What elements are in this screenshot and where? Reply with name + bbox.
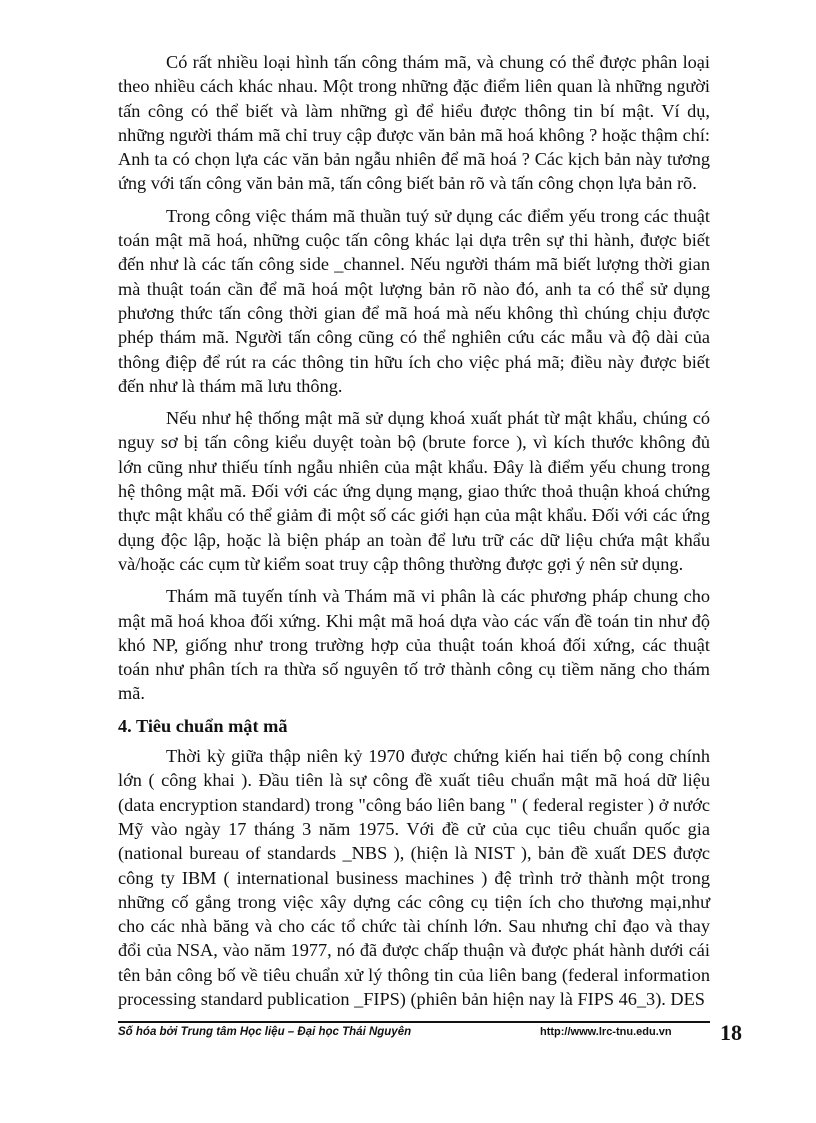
- page-number: 18: [720, 1020, 742, 1045]
- paragraph-des-history: Thời kỳ giữa thập niên kỷ 1970 được chứng kiến hai tiến bộ cong chính lớn ( công khai ). Đầu tiên là sự công đề xuất tiêu chuẩn mật mã hoá dữ liệu (data encryption standard) trong "công báo liên bang " ( federal register ) ở nước Mỹ vào ngày 17 tháng 3 năm 1975. Với đề cử của cục tiêu chuẩn quốc gia (national bureau of standards _NBS ), (hiện là NIST ), bản đề xuất DES được công ty IBM ( international business machines ) đệ trình trở thành một trong những cố gắng trong việc xây dựng các công cụ tiện ích cho thương mại,như cho các nhà băng và cho các tổ chức tài chính lớn. Sau nhưng chỉ đạo và thay đổi của NSA, vào năm 1977, nó đã được chấp thuận và được phát hành dưới cái tên bản công bố về tiêu chuẩn xử lý thông tin của liên bang (federal information processing standard publication _FIPS) (phiên bản hiện nay là FIPS 46_3). DES: [118, 746, 710, 1009]
- paragraph-brute-force: Nếu như hệ thống mật mã sử dụng khoá xuất phát từ mật khẩu, chúng có nguy sơ bị tấn công kiểu duyệt toàn bộ (brute force ), vì kích thước không đủ lớn cũng như thiếu tính ngẫu nhiên của mật khẩu. Đây là điểm yếu chung trong hệ thông mật mã. Đối với các ứng dụng mạng, giao thức thoả thuận khoá chứng thực mật khẩu có thể giảm đi một số các giới hạn của mật khẩu. Đối với các ứng dụng độc lập, hoặc là biện pháp an toàn để lưu trữ các dữ liệu chứa mật khẩu và/hoặc các cụm từ kiểm soat truy cập thông thường được gợi ý nên sử dụng.: [118, 408, 710, 574]
- footer-divider: [118, 1021, 710, 1023]
- page-content: [118, 50, 710, 1019]
- paragraph-side-channel: Trong công việc thám mã thuần tuý sử dụng các điểm yếu trong các thuật toán mật mã hoá, những cuộc tấn công khác lại dựa trên sự thi hành, được biết đến như là các tấn công side _channel. Nếu người thám mã biết lượng thời gian mà thuật toán cần để mã hoá một lượng bản rõ nào đó, anh ta có thể sử dụng phương thức tấn công thời gian để mã hoá mà nếu không thì chúng chịu được phép thám mã. Người tấn công cũng có thể nghiên cứu các mẫu và độ dài của thông điệp để rút ra các thông tin hữu ích cho việc phá mã; điều này được biết đến như là thám mã lưu thông.: [118, 205, 710, 396]
- section-heading: 4. Tiêu chuẩn mật mã: [118, 715, 288, 736]
- footer-url-link[interactable]: http://www.lrc-tnu.edu.vn: [540, 1026, 672, 1038]
- footer-credit: Số hóa bởi Trung tâm Học liệu – Đại học Thái Nguyên: [118, 1026, 412, 1038]
- paragraph-linear-differential: Thám mã tuyến tính và Thám mã vi phân là các phương pháp chung cho mật mã hoá khoa đối xứng. Khi mật mã hoá dựa vào các vấn đề toán tin như độ khó NP, giống như trong trường hợp của thuật toán khoá đối xứng, các thuật toán như phân tích ra thừa số nguyên tố trở thành công cụ tiềm năng cho thám mã.: [118, 586, 710, 704]
- paragraph-attack-types: Có rất nhiều loại hình tấn công thám mã, và chung có thể được phân loại theo nhiều cách khác nhau. Một trong những đặc điểm liên quan là những người tấn công có thể biết và làm những gì để hiểu được thông tin bí mật. Ví dụ, những người thám mã chỉ truy cập được văn bản mã hoá không ? hoặc thậm chí: Anh ta có chọn lựa các văn bản ngẫu nhiên để mã hoá ? Các kịch bản này tương ứng với tấn công văn bản mã, tấn công biết bản rõ và tấn công chọn lựa bản rõ.: [118, 52, 710, 194]
